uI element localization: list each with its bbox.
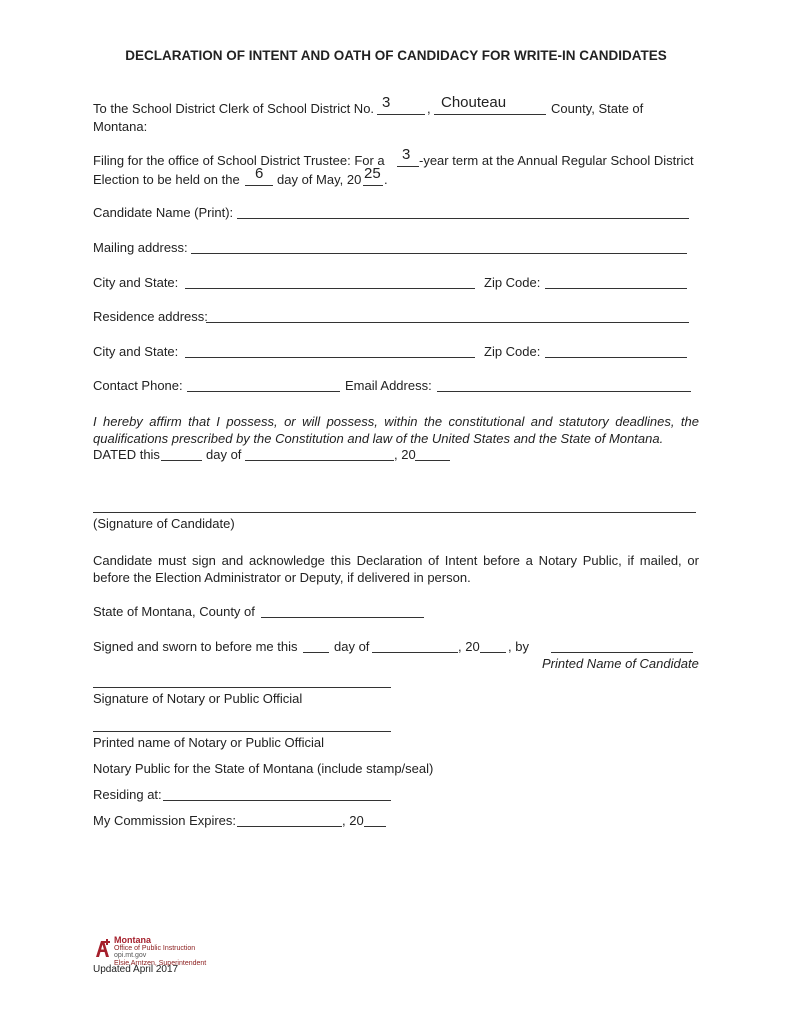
filing-period: .	[384, 172, 388, 187]
sworn-day-field[interactable]	[303, 652, 329, 653]
zip-code-2-field[interactable]	[545, 357, 687, 358]
mailing-address-field[interactable]	[191, 253, 687, 254]
zip-code-label: Zip Code:	[484, 275, 541, 290]
sworn-by: , by	[508, 639, 529, 654]
addressee-comma: ,	[427, 101, 431, 116]
term-value[interactable]: 3	[402, 146, 411, 163]
candidate-signature-label: (Signature of Candidate)	[93, 516, 235, 531]
contact-phone-field[interactable]	[187, 391, 340, 392]
commission-expires-label: My Commission Expires:	[93, 813, 237, 828]
county-name-line	[434, 114, 546, 115]
addressee-suffix: County, State of	[551, 101, 644, 116]
logo-text	[114, 937, 206, 967]
district-no-value[interactable]: 3	[382, 94, 391, 111]
election-day-value[interactable]: 6	[255, 165, 264, 182]
filing-mid: -year term at the Annual Regular School District	[419, 153, 694, 168]
residing-at-field[interactable]	[163, 800, 391, 801]
county-field[interactable]	[261, 617, 424, 618]
logo-line1: Montana	[114, 935, 151, 945]
sworn-year: , 20	[458, 639, 480, 654]
notary-instruction: Candidate must sign and acknowledge this Declaration of Intent before a Notary Public, if mailed, or before the Election Administrator or Deputy, if delivered in person.	[93, 553, 699, 585]
residence-address-label: Residence address:	[93, 309, 208, 324]
sworn-prefix: Signed and sworn to before me this	[93, 639, 298, 654]
sworn-year-field[interactable]	[480, 652, 506, 653]
footer-updated: Updated April 2017	[93, 964, 179, 975]
residing-at-label: Residing at:	[93, 787, 162, 802]
notary-printed-name-line[interactable]	[93, 731, 391, 732]
printed-name-candidate-field[interactable]	[551, 652, 693, 653]
dated-mid: day of	[206, 447, 242, 462]
affirmation-text: I hereby affirm that I possess, or will possess, within the constitutional and statutory deadlines, the qualifications prescribed by the Constitution and law of the United States and the State of Montana.	[93, 414, 699, 446]
filing-line2-mid: day of May, 20	[277, 172, 362, 187]
city-state-2-field[interactable]	[185, 357, 475, 358]
montana-opi-logo-icon	[95, 938, 111, 958]
addressee-line2: Montana:	[93, 119, 148, 134]
dated-day-field[interactable]	[161, 460, 202, 461]
district-no-line	[377, 114, 425, 115]
contact-phone-label: Contact Phone:	[93, 378, 183, 393]
sworn-day-of: day of	[334, 639, 370, 654]
city-state-2-label: City and State:	[93, 344, 179, 359]
addressee-prefix: To the School District Clerk of School District No.	[93, 101, 375, 116]
email-address-label: Email Address:	[345, 378, 432, 393]
logo-line3: opi.mt.gov	[114, 952, 147, 959]
candidate-signature-line[interactable]	[93, 512, 696, 513]
commission-expires-field[interactable]	[237, 826, 342, 827]
county-name-value[interactable]: Chouteau	[441, 94, 507, 111]
election-year-value[interactable]: 25	[364, 165, 381, 182]
notary-signature-label: Signature of Notary or Public Official	[93, 691, 303, 706]
election-day-line	[245, 185, 273, 186]
city-state-label: City and State:	[93, 275, 179, 290]
notary-signature-line[interactable]	[93, 687, 391, 688]
dated-prefix: DATED this	[93, 447, 160, 462]
term-line	[397, 166, 419, 167]
dated-month-field[interactable]	[245, 460, 394, 461]
commission-year-field[interactable]	[364, 826, 386, 827]
notary-state-label: Notary Public for the State of Montana (include stamp/seal)	[93, 761, 434, 776]
email-address-field[interactable]	[437, 391, 691, 392]
zip-code-2-label: Zip Code:	[484, 344, 541, 359]
document-title: DECLARATION OF INTENT AND OATH OF CANDIDACY FOR WRITE-IN CANDIDATES	[125, 48, 667, 63]
dated-year-field[interactable]	[415, 460, 450, 461]
election-year-line	[363, 185, 383, 186]
filing-prefix: Filing for the office of School District Trustee: For a	[93, 153, 385, 168]
residence-address-field[interactable]	[206, 322, 689, 323]
state-county-label: State of Montana, County of	[93, 604, 255, 619]
candidate-name-label: Candidate Name (Print):	[93, 205, 234, 220]
logo-line4: Elsie Arntzen, Superintendent	[114, 959, 207, 967]
candidate-name-field[interactable]	[237, 218, 689, 219]
city-state-field[interactable]	[185, 288, 475, 289]
filing-line2-prefix: Election to be held on the	[93, 172, 240, 187]
mailing-address-label: Mailing address:	[93, 240, 188, 255]
commission-year: , 20	[342, 813, 364, 828]
sworn-month-field[interactable]	[372, 652, 458, 653]
zip-code-field[interactable]	[545, 288, 687, 289]
notary-printed-name-label: Printed name of Notary or Public Official	[93, 735, 324, 750]
logo-line2: Office of Public Instruction	[114, 944, 196, 952]
printed-name-candidate-label: Printed Name of Candidate	[542, 656, 699, 671]
dated-suffix: , 20	[394, 447, 416, 462]
